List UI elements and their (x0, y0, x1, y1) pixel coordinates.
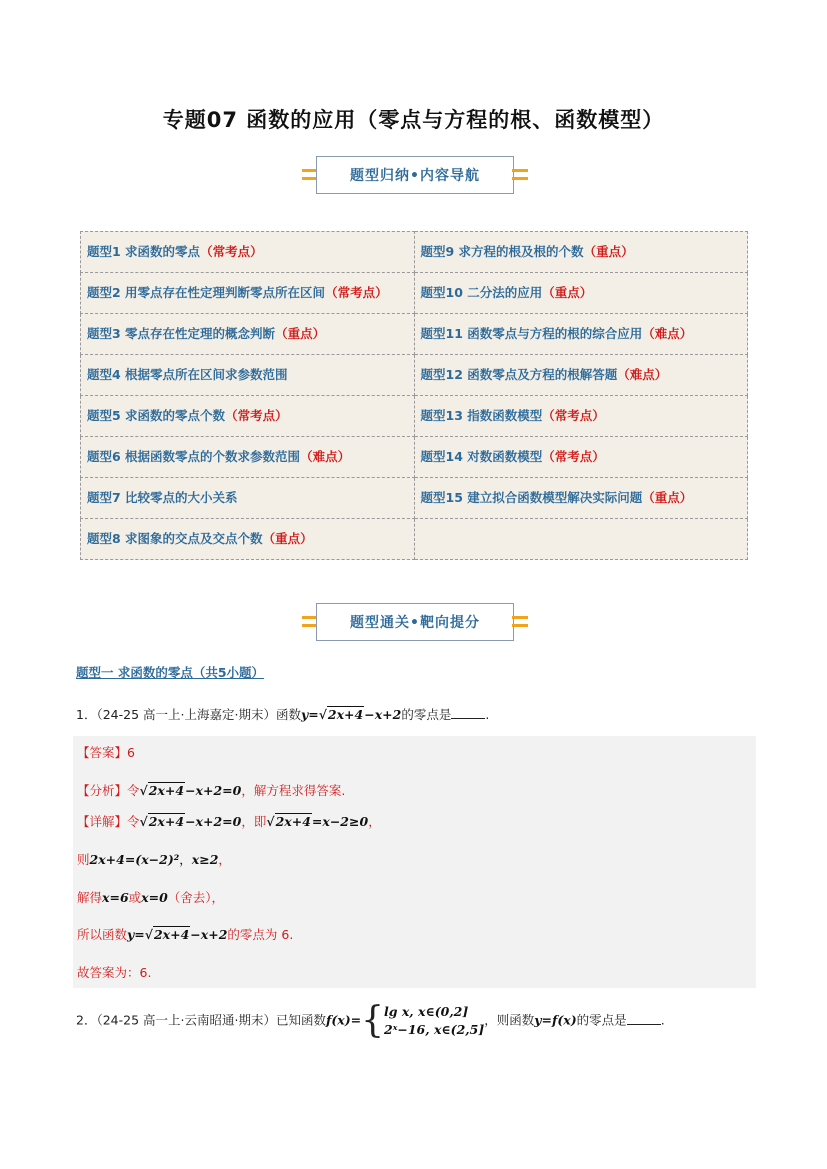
case-1: lg x, x∈(0,2] (384, 1004, 469, 1019)
nav-tag: （重点） (583, 244, 634, 259)
detail-comma: ， (368, 814, 381, 829)
nav-cell[interactable] (414, 232, 748, 273)
question-2-mid: ，则函数 (484, 1012, 535, 1028)
question-2-y: y=f(x) (534, 1012, 577, 1028)
nav-topic: 题型4 根据零点所在区间求参数范围 (87, 367, 288, 382)
nav-cell[interactable] (81, 437, 415, 478)
so-formula: y=√2x+4−x+2 (127, 927, 228, 942)
answer-box (73, 736, 756, 988)
nav-row (81, 355, 748, 396)
nav-cell[interactable] (414, 355, 748, 396)
question-2-fx: f(x)= (325, 1012, 362, 1028)
nav-tag: （常考点） (542, 408, 605, 423)
piecewise-cases (384, 1003, 484, 1039)
nav-row (81, 437, 748, 478)
nav-topic: 题型13 指数函数模型 (420, 408, 543, 423)
detail-formula-1: √2x+4−x+2=0 (139, 814, 242, 829)
question-2-end: . (660, 1012, 665, 1028)
nav-tag: （难点） (642, 326, 693, 341)
banner-right-ornament (512, 613, 528, 631)
nav-topic: 题型5 求函数的零点个数 (87, 408, 226, 423)
solve-line (77, 888, 224, 906)
nav-row (81, 273, 748, 314)
nav-tag: （常考点） (325, 285, 388, 300)
nav-cell[interactable] (81, 519, 415, 560)
topic-nav-table (80, 231, 748, 560)
nav-row (81, 478, 748, 519)
nav-topic: 题型10 二分法的应用 (420, 285, 543, 300)
nav-cell[interactable] (414, 396, 748, 437)
final-line: 故答案为：6. (77, 965, 152, 980)
then-formula: 2x+4=(x−2)² (89, 852, 180, 867)
question-2-suffix: 的零点是 (576, 1012, 627, 1028)
detail-label: 【详解】令 (77, 814, 140, 829)
banner-nav (302, 156, 528, 194)
detail-formula-2: √2x+4=x−2≥0 (266, 814, 369, 829)
nav-cell[interactable] (414, 273, 748, 314)
nav-cell (414, 519, 748, 560)
solve-or: 或 (128, 890, 142, 905)
question-1-end: . (485, 707, 490, 722)
answer-line: 【答案】6 (77, 745, 135, 760)
nav-cell[interactable] (414, 437, 748, 478)
nav-topic: 题型14 对数函数模型 (420, 449, 543, 464)
analysis-line (77, 781, 345, 799)
banner-right-ornament (512, 166, 528, 184)
detail-text: ，即 (241, 814, 267, 829)
question-2-prefix: 2．（24-25 高一上·云南昭通·期末）已知函数 (76, 1012, 326, 1028)
analysis-text: ，解方程求得答案. (241, 783, 346, 798)
detail-line (77, 812, 381, 830)
banner-practice-label: 题型通关•靶向提分 (316, 603, 514, 641)
solve-label: 解得 (77, 890, 103, 905)
so-label: 所以函数 (77, 927, 128, 942)
nav-topic: 题型15 建立拟合函数模型解决实际问题 (420, 490, 643, 505)
nav-row (81, 396, 748, 437)
page-title: 专题07 函数的应用（零点与方程的根、函数模型） (162, 108, 665, 132)
section-heading: 题型一 求函数的零点（共5小题） (76, 665, 265, 680)
then-line: 则2x+4=(x−2)²，x≥2， (77, 852, 231, 867)
nav-row (81, 232, 748, 273)
nav-topic: 题型12 函数零点及方程的根解答题 (420, 367, 618, 382)
banner-practice (302, 603, 528, 641)
nav-topic: 题型11 函数零点与方程的根的综合应用 (420, 326, 643, 341)
nav-row (81, 314, 748, 355)
nav-tag: （重点） (542, 285, 593, 300)
question-1-suffix: 的零点是 (401, 707, 452, 722)
analysis-formula: √2x+4−x+2=0 (139, 783, 242, 798)
nav-cell[interactable] (81, 232, 415, 273)
case-2: 2ˣ−16, x∈(2,5] (384, 1022, 485, 1037)
nav-topic: 题型8 求图象的交点及交点个数 (87, 531, 263, 546)
nav-topic: 题型9 求方程的根及根的个数 (420, 244, 584, 259)
nav-topic: 题型2 用零点存在性定理判断零点所在区间 (87, 285, 326, 300)
nav-tag: （难点） (617, 367, 668, 382)
nav-tag: （重点） (275, 326, 326, 341)
nav-row (81, 519, 748, 560)
nav-cell[interactable] (81, 273, 415, 314)
nav-topic: 题型3 零点存在性定理的概念判断 (87, 326, 276, 341)
brace-icon: { (361, 1000, 384, 1041)
nav-tag: （常考点） (225, 408, 288, 423)
question-1-prefix: 1．（24-25 高一上·上海嘉定·期末）函数 (76, 707, 301, 722)
then-label: 则 (77, 852, 90, 867)
solve-x6: x=6 (102, 890, 129, 905)
so-line (77, 925, 293, 943)
nav-cell[interactable] (414, 314, 748, 355)
nav-tag: （重点） (262, 531, 313, 546)
nav-tag: （难点） (300, 449, 351, 464)
nav-topic: 题型7 比较零点的大小关系 (87, 490, 238, 505)
nav-cell[interactable] (81, 355, 415, 396)
nav-cell[interactable] (81, 396, 415, 437)
solve-x0: x=0 (141, 890, 168, 905)
nav-cell[interactable] (414, 478, 748, 519)
question-1 (76, 705, 489, 723)
nav-tag: （重点） (642, 490, 693, 505)
nav-topic: 题型6 根据函数零点的个数求参数范围 (87, 449, 301, 464)
answer-blank[interactable] (451, 708, 485, 719)
banner-nav-label: 题型归纳•内容导航 (316, 156, 514, 194)
solve-discard: （舍去）， (167, 890, 225, 905)
nav-tag: （常考点） (200, 244, 263, 259)
nav-tag: （常考点） (542, 449, 605, 464)
analysis-label: 【分析】令 (77, 783, 140, 798)
nav-cell[interactable] (81, 314, 415, 355)
nav-topic: 题型1 求函数的零点 (87, 244, 201, 259)
question-2 (76, 1000, 665, 1041)
so-result: 的零点为 6. (227, 927, 294, 942)
question-1-formula: y=√2x+4−x+2 (300, 707, 402, 722)
answer-blank[interactable] (627, 1014, 661, 1025)
then-condition: x≥2 (191, 852, 219, 867)
nav-cell[interactable] (81, 478, 415, 519)
